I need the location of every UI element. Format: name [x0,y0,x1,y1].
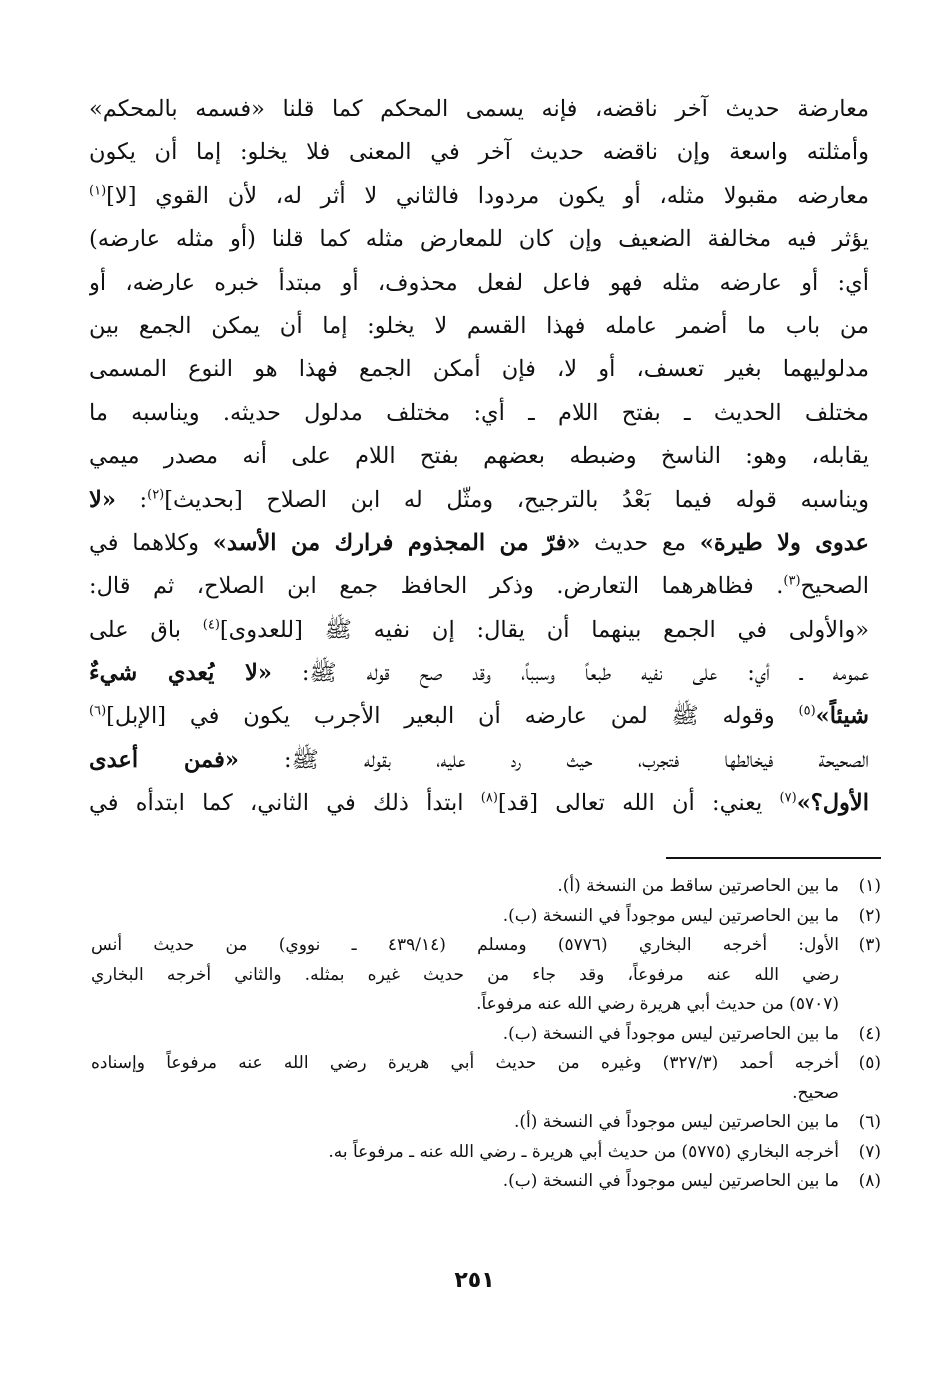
footnote-text [91,872,839,902]
text-run: يقابله، وهو: الناسخ وضبطه بعضهم بفتح اللام على أنه مصدر ميمي [89,443,869,470]
text-run: . فظاهرهما التعارض. وذكر الحافظ جمع ابن الصلاح، ثم قال: [89,573,784,600]
text-run: أي: أو عارضه مثله فهو فاعل لفعل محذوف، أو مبتدأ خبره عارضه، أو [89,269,869,296]
footnote-marker: (٥) [798,703,816,719]
hadith-quote: «لا [89,486,116,513]
footnote [91,872,881,902]
footnote [91,1108,881,1138]
text-line [89,392,869,435]
hadith-quote: الأول؟» [796,790,869,817]
text-run: وأمثلته واسعة وإن ناقضه حديث آخر في المعنى فلا يخلو: إما أن يكون [89,139,869,166]
text-line [89,435,869,478]
text-run: وكلاهما في [89,529,213,556]
footnote-line: رضي الله عنه مرفوعاً، وقد جاء من حديث غيره بمثله. والثاني أخرجه البخاري [91,964,839,985]
text-run: يؤثر فيه مخالفة الضعيف وإن كان للمعارض مثله كما قلنا (أو مثله عارضه) [89,226,869,253]
text-line [89,739,869,782]
footnote-marker: (٨) [480,790,498,806]
footnote-number: (٧) [858,1141,881,1162]
footnote-line: (٥٧٠٧) من حديث أبي هريرة رضي الله عنه مرفوعاً. [476,994,839,1014]
footnote-marker: (١) [89,183,107,199]
footnote-line: صحيح. [792,1082,839,1103]
text-run: مع حديث [580,529,700,556]
text-line [89,522,869,565]
footnote [91,1049,881,1108]
footnote [91,931,881,1020]
text-run: معارضة حديث آخر ناقضه، فإنه يسمى المحكم كما قلنا «فسمه بالمحكم» [89,96,869,122]
footnote-separator [666,857,881,859]
text-run: معارضه مقبولا مثله، أو يكون مردودا فالثاني لا أثر له، لأن القوي [لا] [106,182,869,209]
text-line [89,218,869,261]
text-line [89,609,869,652]
footnote-text [91,1167,839,1197]
footnote-text [91,1049,839,1108]
text-run: عمومه ـ أي: على نفيه طبعاً وسبباً، وقد صح قوله ﷺ: [271,660,869,687]
text-run: الصحيح [800,573,869,600]
footnote-text [91,902,839,932]
footnote-line: أخرجه البخاري (٥٧٧٥) من حديث أبي هريرة ـ رضي الله عنه ـ مرفوعاً به. [328,1141,839,1162]
text-line [89,88,869,131]
text-line [89,695,869,738]
footnote-marker: (٣) [783,573,801,589]
page-number: ٢٥١ [454,1268,495,1293]
text-run: ابتدأ ذلك في الثاني، كما ابتدأه في [89,790,481,817]
footnote-line: ما بين الحاصرتين ليس موجوداً في النسخة (ب). [502,1023,839,1044]
text-run: من باب ما أضمر عامله فهذا القسم لا يخلو: إما أن يمكن الجمع بين [89,312,869,339]
footnote-marker: (٢) [147,487,165,503]
text-line [89,305,869,348]
text-line [89,479,869,522]
footnote-marker: (٤) [202,617,220,633]
footnote-number: (٤) [858,1023,881,1044]
footnote-line: ما بين الحاصرتين ليس موجوداً في النسخة (أ). [513,1112,839,1132]
text-line [89,652,869,695]
text-run: الصحيحة فيخالطها فتجرب، حيث رد عليه، بقوله ﷺ: [238,746,869,773]
text-line [89,348,869,391]
text-run: ويناسبه قوله فيما بَعْدُ بالترجيح، ومثّل له ابن الصلاح [بحديث] [164,486,869,513]
footnote-text [91,931,839,1020]
text-run: باق على [89,616,203,643]
hadith-quote: «فرّ من المجذوم فرارك من الأسد» [212,529,581,556]
footnote-number: (٥) [858,1053,881,1073]
footnote-number: (٨) [858,1171,881,1191]
text-line [89,565,869,608]
hadith-quote: «لا يُعدي شيءٌ [89,660,272,687]
text-run: «والأولى في الجمع بينهما أن يقال: إن نفيه ﷺ [للعدوى] [219,616,869,643]
main-text [89,88,869,826]
footnote-line: ما بين الحاصرتين ساقط من النسخة (أ). [557,876,839,896]
footnote [91,1167,881,1197]
footnote-text [91,1108,839,1138]
footnote-number: (٦) [858,1112,881,1132]
hadith-quote: «فمن أعدى [89,746,239,773]
footnote-number: (١) [858,876,881,896]
text-run: مختلف الحديث ـ بفتح اللام ـ أي: مختلف مدلول حديثه. ويناسبه ما [89,399,869,426]
text-run: يعني: أن الله تعالى [قد] [497,790,780,817]
footnote-text [91,1138,839,1168]
footnote-line: الأول: أخرجه البخاري (٥٧٧٦) ومسلم (٤٣٩/١٤ ـ نووي) من حديث أنس [91,935,839,955]
footnote-text [91,1020,839,1050]
hadith-quote: عدوى ولا طيرة» [699,529,869,556]
text-run: وقوله ﷺ لمن عارضه أن البعير الأجرب يكون في [الإبل] [106,703,799,730]
text-line [89,262,869,305]
hadith-quote: شيئاً» [815,703,869,730]
footnote [91,902,881,932]
footnotes [91,872,881,1197]
footnote-marker: (٧) [779,790,797,806]
footnote [91,1020,881,1050]
text-run: مدلوليهما بغير تعسف، أو لا، فإن أمكن الجمع فهذا هو النوع المسمى [89,356,869,383]
footnote-line: ما بين الحاصرتين ليس موجوداً في النسخة (ب). [502,1171,839,1191]
footnote-number: (٢) [858,905,881,926]
footnote-marker: (٦) [89,703,107,719]
footnote-number: (٣) [858,935,881,955]
text-run: : [115,486,148,513]
footnote-line: أخرجه أحمد (٣٢٧/٣) وغيره من حديث أبي هريرة رضي الله عنه مرفوعاً وإسناده [91,1053,839,1073]
text-line [89,782,869,825]
text-line [89,131,869,174]
footnote [91,1138,881,1168]
text-line [89,175,869,218]
footnote-line: ما بين الحاصرتين ليس موجوداً في النسخة (ب). [502,905,839,926]
